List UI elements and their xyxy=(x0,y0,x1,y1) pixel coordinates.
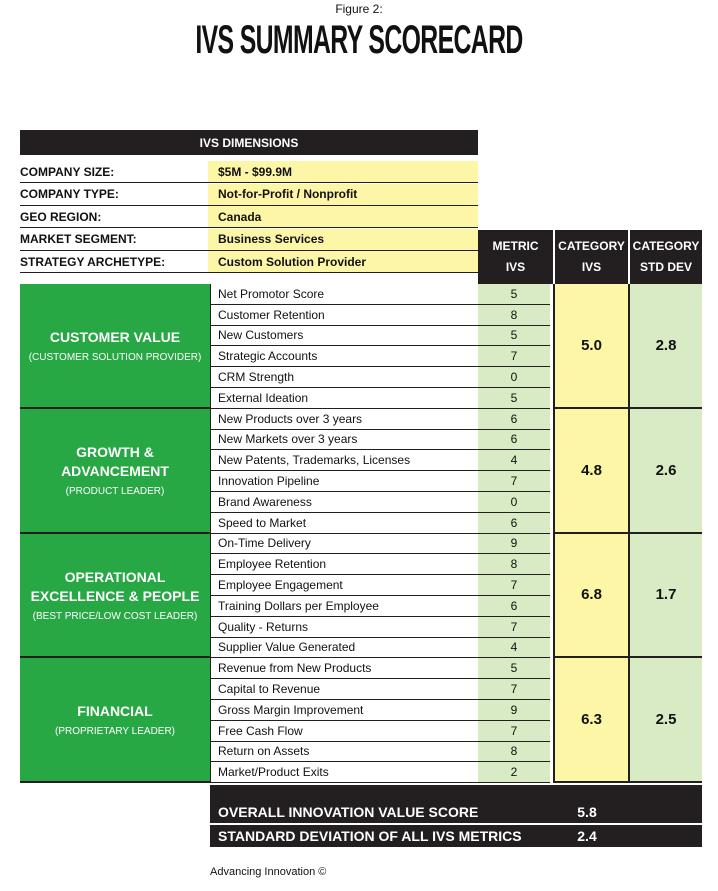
metric-row xyxy=(210,638,550,659)
metric-label: Brand Awareness xyxy=(210,492,478,512)
metric-row xyxy=(210,409,550,430)
metric-label: Speed to Market xyxy=(210,513,478,533)
category-std-dev-value: 2.6 xyxy=(628,409,702,534)
category-subtitle: (BEST PRICE/LOW COST LEADER) xyxy=(32,610,198,622)
dimension-value: Not-for-Profit / Nonprofit xyxy=(208,184,478,205)
metric-row xyxy=(210,554,550,575)
metric-value: 6 xyxy=(478,430,550,450)
metric-row xyxy=(210,450,550,471)
category-name: EXCELLENCE & PEOPLE xyxy=(30,587,200,604)
metric-row xyxy=(210,513,550,534)
metric-value: 7 xyxy=(478,679,550,699)
category-std-header-line1: CATEGORY xyxy=(632,239,700,253)
metric-label: Net Promotor Score xyxy=(210,284,478,304)
category-subtitle: (PRODUCT LEADER) xyxy=(65,486,165,498)
summary-value: 5.8 xyxy=(577,804,597,820)
dimension-value: Custom Solution Provider xyxy=(208,251,478,272)
metric-value: 2 xyxy=(478,762,550,782)
metric-value: 5 xyxy=(478,658,550,678)
footer-credit: Advancing Innovation © xyxy=(210,866,327,878)
category-name: FINANCIAL xyxy=(77,703,153,720)
dimension-row xyxy=(20,229,478,251)
metric-value: 9 xyxy=(478,534,550,554)
metric-ivs-header-line1: METRIC xyxy=(492,239,539,253)
category-ivs-header-line2: IVS xyxy=(581,260,602,274)
dimension-label: COMPANY TYPE: xyxy=(20,187,119,201)
metric-row xyxy=(210,679,550,700)
metric-label: On-Time Delivery xyxy=(210,534,478,554)
metric-value: 7 xyxy=(478,721,550,741)
category-label xyxy=(20,658,210,783)
metric-row xyxy=(210,617,550,638)
metric-value: 5 xyxy=(478,326,550,346)
category-ivs-header-line1: CATEGORY xyxy=(558,239,625,253)
metric-value: 8 xyxy=(478,305,550,325)
category-name: ADVANCEMENT xyxy=(61,463,169,480)
category-std-header-line2: STD DEV xyxy=(639,260,692,274)
metric-label: Capital to Revenue xyxy=(210,679,478,699)
category-std-dev-value: 1.7 xyxy=(628,534,702,659)
metric-ivs-header xyxy=(478,230,553,284)
metric-value: 6 xyxy=(478,513,550,533)
metric-label: External Ideation xyxy=(210,388,478,408)
summary-row xyxy=(210,825,702,847)
category-ivs-value: 6.8 xyxy=(553,534,628,659)
metric-label: CRM Strength xyxy=(210,367,478,387)
metric-row xyxy=(210,367,550,388)
metric-value: 8 xyxy=(478,554,550,574)
metric-row xyxy=(210,305,550,326)
metric-row xyxy=(210,388,550,409)
metric-value: 5 xyxy=(478,284,550,304)
metric-value: 7 xyxy=(478,617,550,637)
metric-label: Return on Assets xyxy=(210,742,478,762)
category-ivs-value: 5.0 xyxy=(553,284,628,409)
metric-row xyxy=(210,721,550,742)
dimension-label: MARKET SEGMENT: xyxy=(20,232,137,246)
dimension-value: Business Services xyxy=(208,229,478,250)
metric-row xyxy=(210,596,550,617)
dimension-row xyxy=(20,206,478,228)
metric-row xyxy=(210,346,550,367)
metric-value: 7 xyxy=(478,575,550,595)
metric-row xyxy=(210,742,550,763)
metric-label: Employee Engagement xyxy=(210,575,478,595)
metric-row xyxy=(210,700,550,721)
metric-label: New Patents, Trademarks, Licenses xyxy=(210,450,478,470)
category-name: CUSTOMER VALUE xyxy=(49,328,181,345)
dimension-label: GEO REGION: xyxy=(20,209,102,224)
metric-value: 0 xyxy=(478,367,550,387)
category-label xyxy=(20,284,210,409)
category-subtitle: (PROPRIETARY LEADER) xyxy=(54,726,176,738)
metric-label: Free Cash Flow xyxy=(210,721,478,741)
dimension-row xyxy=(20,251,478,273)
metric-label: Supplier Value Generated xyxy=(210,638,478,658)
metric-row xyxy=(210,471,550,492)
metric-value: 6 xyxy=(478,409,550,429)
metric-value: 4 xyxy=(478,638,550,658)
metric-label: Market/Product Exits xyxy=(210,762,478,782)
metric-value: 9 xyxy=(478,700,550,720)
metric-value: 7 xyxy=(478,471,550,491)
metric-label: Employee Retention xyxy=(210,554,478,574)
metric-row xyxy=(210,284,550,305)
category-ivs-value: 6.3 xyxy=(553,658,628,783)
category-name: OPERATIONAL xyxy=(64,568,166,585)
metric-value: 5 xyxy=(478,388,550,408)
metric-ivs-header-line2: IVS xyxy=(505,260,526,274)
page-title: IVS SUMMARY SCORECARD xyxy=(195,18,523,62)
category-std-header xyxy=(628,230,702,284)
metric-label: Innovation Pipeline xyxy=(210,471,478,491)
metric-value: 4 xyxy=(478,450,550,470)
summary-row xyxy=(210,801,702,823)
dimension-label: STRATEGY ARCHETYPE: xyxy=(20,254,166,269)
metric-label: New Customers xyxy=(210,326,478,346)
summary-value: 2.4 xyxy=(577,828,597,844)
dimension-value: $5M - $99.9M xyxy=(208,161,478,182)
metric-row xyxy=(210,430,550,451)
category-name: GROWTH & xyxy=(76,444,154,461)
metric-label: New Markets over 3 years xyxy=(210,430,478,450)
dimension-row xyxy=(20,161,478,183)
figure-label: Figure 2: xyxy=(335,2,383,16)
divider-bar xyxy=(210,785,702,801)
dimension-value: Canada xyxy=(208,206,478,227)
summary-label: OVERALL INNOVATION VALUE SCORE xyxy=(218,804,479,820)
metric-value: 0 xyxy=(478,492,550,512)
metric-row xyxy=(210,326,550,347)
category-std-dev-value: 2.5 xyxy=(628,658,702,783)
category-label xyxy=(20,409,210,534)
category-label xyxy=(20,534,210,659)
metric-row xyxy=(210,762,550,783)
dimensions-header: IVS DIMENSIONS xyxy=(20,130,478,155)
category-ivs-header xyxy=(553,230,628,284)
metric-value: 7 xyxy=(478,346,550,366)
dimension-label: COMPANY SIZE: xyxy=(20,164,115,179)
metric-label: Strategic Accounts xyxy=(210,346,478,366)
metric-row xyxy=(210,492,550,513)
metric-label: Gross Margin Improvement xyxy=(210,700,478,720)
metric-label: Customer Retention xyxy=(210,305,478,325)
metric-row xyxy=(210,575,550,596)
category-ivs-value: 4.8 xyxy=(553,409,628,534)
metric-label: Quality - Returns xyxy=(210,617,478,637)
metric-label: Training Dollars per Employee xyxy=(210,596,478,616)
category-std-dev-value: 2.8 xyxy=(628,284,702,409)
metric-value: 6 xyxy=(478,596,550,616)
dimension-row xyxy=(20,184,478,206)
metric-label: New Products over 3 years xyxy=(210,409,478,429)
category-subtitle: (CUSTOMER SOLUTION PROVIDER) xyxy=(28,351,202,363)
metric-row xyxy=(210,658,550,679)
metric-row xyxy=(210,534,550,555)
summary-label: STANDARD DEVIATION OF ALL IVS METRICS xyxy=(218,828,522,844)
metric-value: 8 xyxy=(478,742,550,762)
metric-label: Revenue from New Products xyxy=(210,658,478,678)
